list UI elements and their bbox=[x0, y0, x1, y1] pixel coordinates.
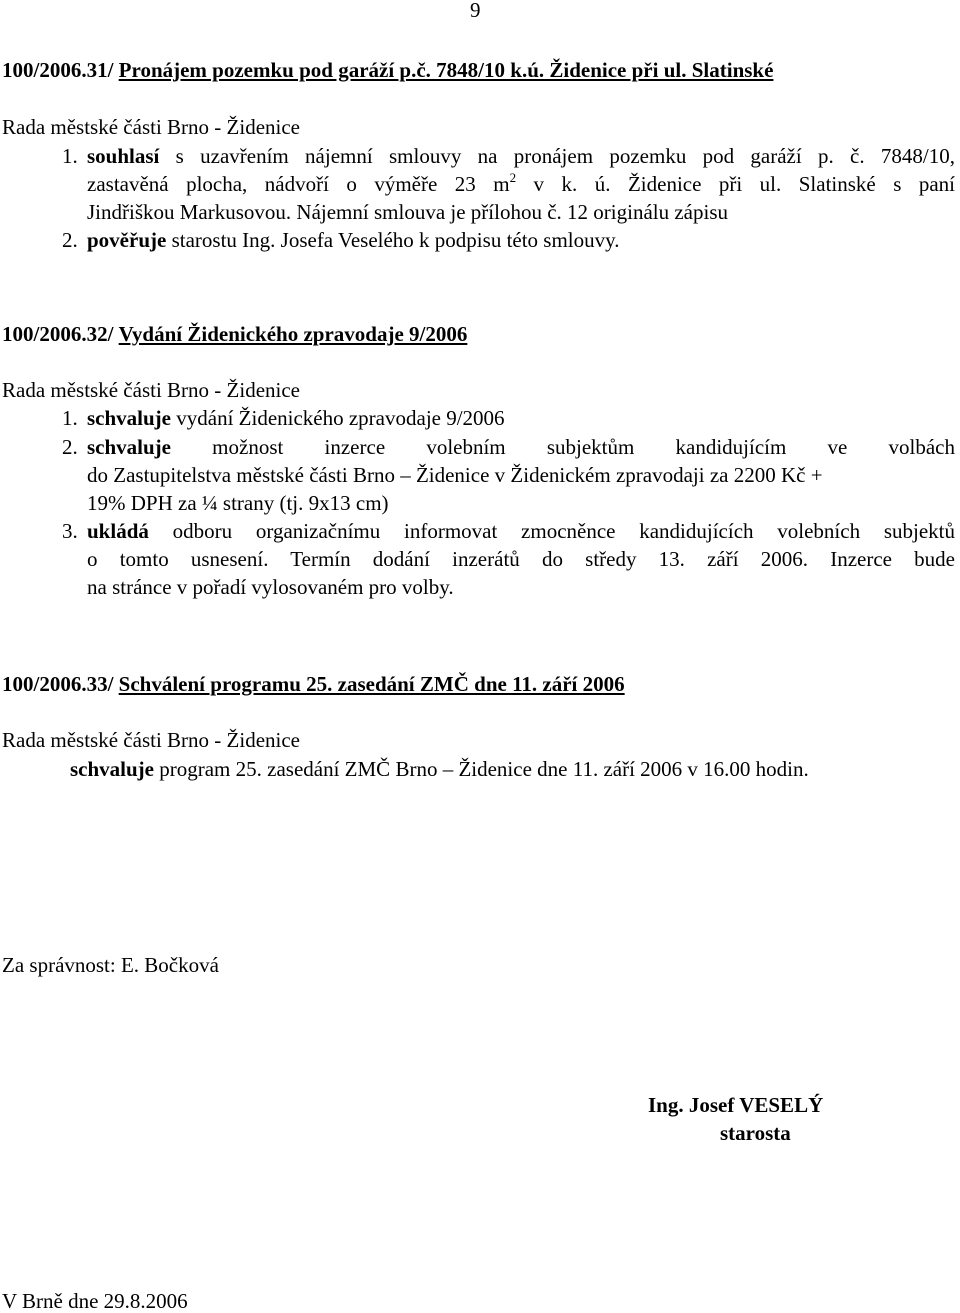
item-text-line: o tomto usnesení. Termín dodání inzerátů do středy 13. září 2006. Inzerce bude bbox=[87, 547, 955, 571]
item-number: 2. bbox=[62, 435, 78, 459]
section-number: 100/2006.33/ bbox=[2, 672, 114, 696]
item-verb: souhlasí bbox=[87, 144, 160, 168]
item-number: 2. bbox=[62, 228, 78, 252]
verification-note: Za správnost: E. Bočková bbox=[2, 953, 219, 977]
item-text-line: Jindřiškou Markusovou. Nájemní smlouva je přílohou č. 12 originálu zápisu bbox=[87, 200, 728, 224]
section-heading bbox=[2, 60, 773, 81]
item-text: ukládá odboru organizačnímu informovat zmocněnce kandidujících volebních subjektů bbox=[87, 519, 955, 543]
item-verb: schvaluje bbox=[70, 757, 154, 781]
item-text: schvaluje program 25. zasedání ZMČ Brno – Židenice dne 11. září 2006 v 16.00 hodin. bbox=[70, 757, 809, 781]
section-heading bbox=[2, 324, 467, 345]
item-text-line: 19% DPH za ¼ strany (tj. 9x13 cm) bbox=[87, 491, 389, 515]
page-number: 9 bbox=[470, 0, 481, 22]
item-text: souhlasí s uzavřením nájemní smlouvy na pronájem pozemku pod garáží p. č. 7848/10, bbox=[87, 144, 955, 168]
section-title: Schválení programu 25. zasedání ZMČ dne 11. září 2006 bbox=[118, 672, 625, 696]
section-number: 100/2006.32/ bbox=[2, 322, 114, 346]
item-text-line: zastavěná plocha, nádvoří o výměře 23 $m^2$ v k. ú. Židenice při ul. Slatinské s paní bbox=[87, 170, 955, 196]
item-text-line: na stránce v pořadí vylosovaném pro volby. bbox=[87, 575, 454, 599]
item-text: pověřuje starostu Ing. Josefa Veselého k podpisu této smlouvy. bbox=[87, 228, 620, 252]
item-verb: pověřuje bbox=[87, 228, 167, 252]
section-heading bbox=[2, 674, 625, 695]
section-title: Pronájem pozemku pod garáží p.č. 7848/10 k.ú. Židenice při ul. Slatinské bbox=[118, 58, 774, 82]
item-number: 1. bbox=[62, 406, 78, 430]
signer-title: starosta bbox=[720, 1121, 791, 1145]
item-text: schvaluje vydání Židenického zpravodaje 9/2006 bbox=[87, 406, 505, 430]
item-verb: schvaluje bbox=[87, 435, 171, 459]
place-date: V Brně dne 29.8.2006 bbox=[2, 1289, 188, 1313]
item-number: 1. bbox=[62, 144, 78, 168]
council-label: Rada městské části Brno - Židenice bbox=[2, 378, 300, 402]
council-label: Rada městské části Brno - Židenice bbox=[2, 728, 300, 752]
section-number: 100/2006.31/ bbox=[2, 58, 114, 82]
item-verb: schvaluje bbox=[87, 406, 171, 430]
item-text-line: do Zastupitelstva městské části Brno – Židenice v Židenickém zpravodaji za 2200 Kč + bbox=[87, 463, 823, 487]
item-verb: ukládá bbox=[87, 519, 149, 543]
council-label: Rada městské části Brno - Židenice bbox=[2, 115, 300, 139]
signer-name: Ing. Josef VESELÝ bbox=[648, 1093, 824, 1117]
section-title: Vydání Židenického zpravodaje 9/2006 bbox=[118, 322, 468, 346]
item-text: schvaluje možnost inzerce volebním subjektům kandidujícím ve volbách bbox=[87, 435, 955, 459]
item-number: 3. bbox=[62, 519, 78, 543]
